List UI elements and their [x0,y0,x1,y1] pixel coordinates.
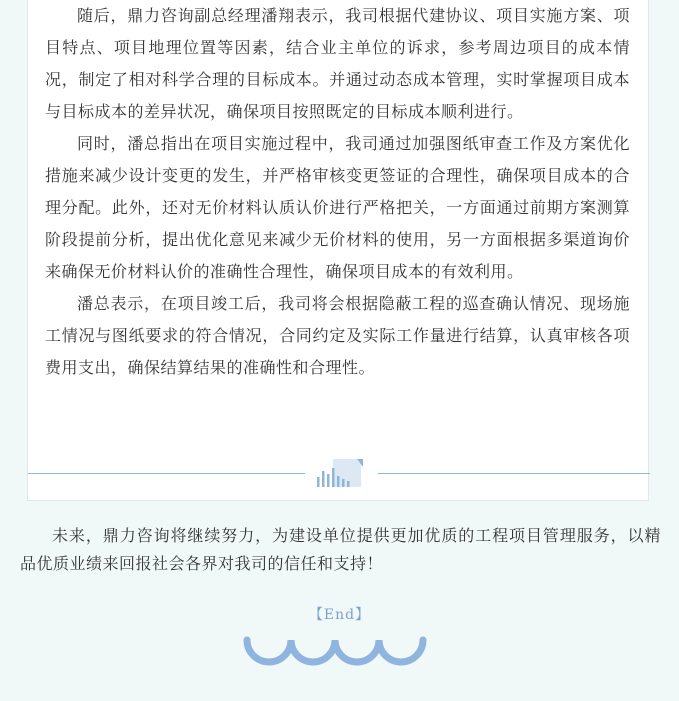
wave-decoration-icon [243,636,435,666]
closing-paragraph: 未来，鼎力咨询将继续努力，为建设单位提供更加优质的工程项目管理服务，以精品优质业绩来回报社会各界对我司的信任和支持！ [20,526,661,573]
paragraph-design-control: 同时，潘总指出在项目实施过程中，我司通过加强图纸审查工作及方案优化措施来减少设计变更的发生，并严格审核变更签证的合理性，确保项目成本的合理分配。此外，还对无价材料认质认价进行严格把关，一方面通过前期方案测算阶段提前分析，提出优化意见来减少无价材料的使用，另一方面根据多渠道询价来确保无价材料认价的准确性合理性，确保项目成本的有效利用。 [45,134,630,281]
divider-line-left [28,473,305,474]
divider-line-right [378,473,650,474]
section-divider [28,457,650,493]
card-body [45,0,630,384]
end-label: 【End】 [308,607,371,623]
paragraph-cost-target: 随后，鼎力咨询副总经理潘翔表示，我司根据代建协议、项目实施方案、项目特点、项目地理位置等因素，结合业主单位的诉求，参考周边项目的成本情况，制定了相对科学合理的目标成本。并通过动态成本管理，实时掌握项目成本与目标成本的差异状况，确保项目按照既定的目标成本顺利进行。 [45,6,630,121]
paragraph-settlement: 潘总表示，在项目竣工后，我司将会根据隐蔽工程的巡查确认情况、现场施工情况与图纸要求的符合情况，合同约定及实际工作量进行结算，认真审核各项费用支出，确保结算结果的准确性和合理性。 [45,294,630,377]
bar-chart-icon [311,457,367,493]
content-card [27,0,649,501]
